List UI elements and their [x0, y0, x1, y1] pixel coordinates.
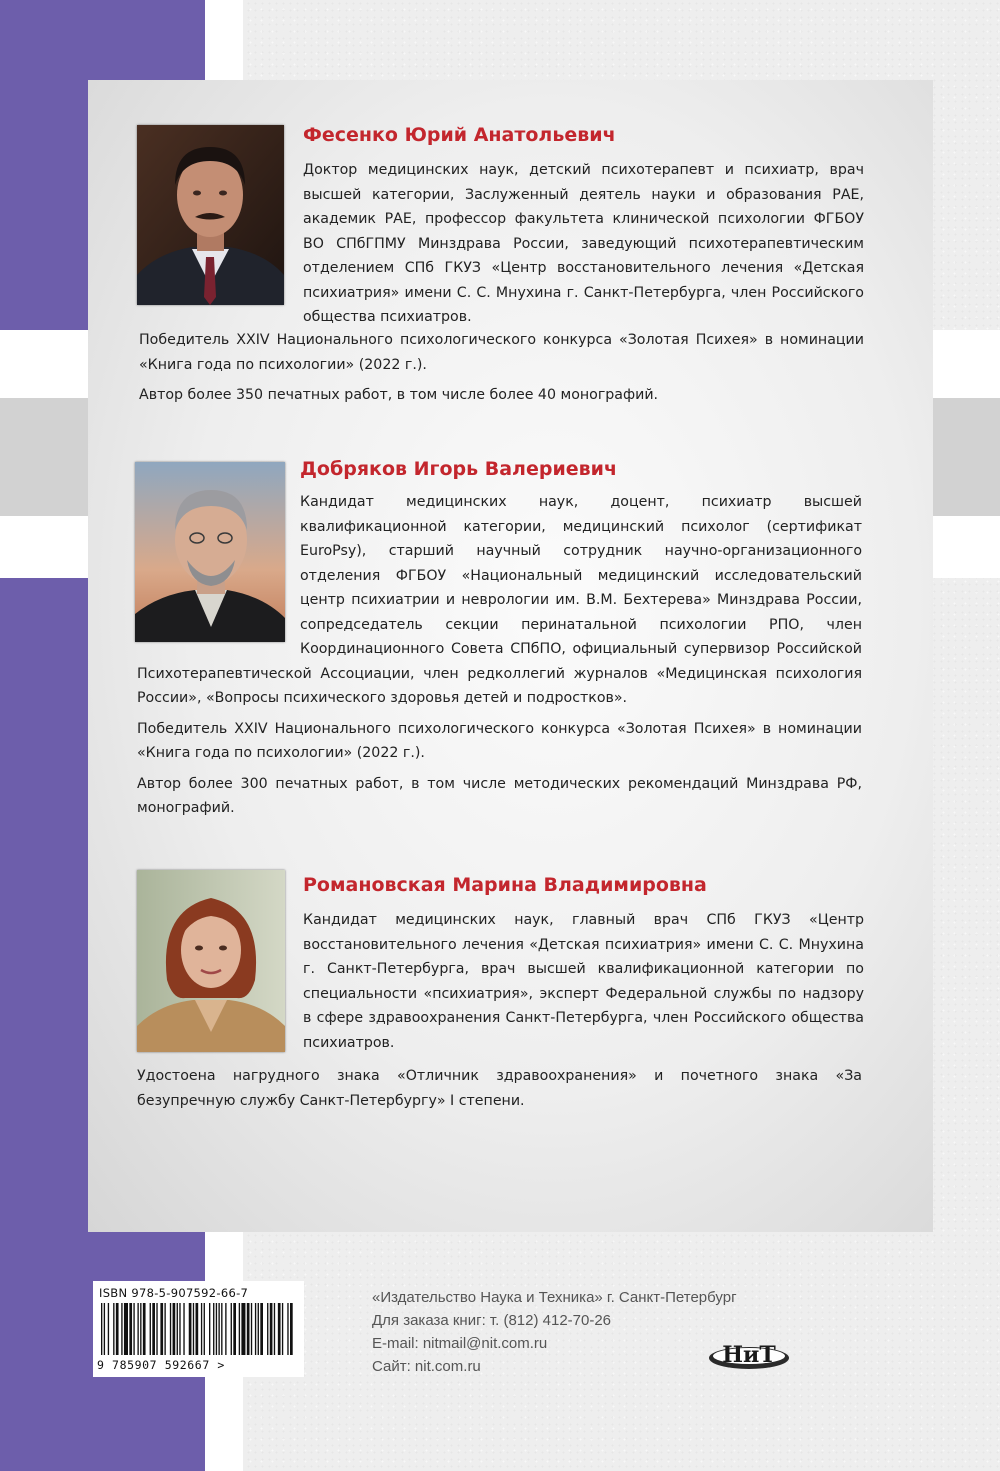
publisher-name: «Издательство Наука и Техника» г. Санкт-Петербург	[372, 1289, 737, 1306]
bio-paragraph: Автор более 350 печатных работ, в том числе более 40 монографий.	[139, 387, 659, 403]
barcode-bar	[170, 1303, 171, 1355]
barcode-bar	[218, 1303, 219, 1355]
bio-paragraph: Кандидат медицинских наук, доцент, психиатр высшей квалификационной категории, медицинский психолог (сертификат EuroPsy), старший научный сотрудник научно-организационного отделения ФГБОУ «Национальный медицинский исследовательский центр психиатрии и неврологии им. В.М. Бехтерева» Минздрава России, сопредседатель секции перинатальной психологии РПО, член Координационного Совета СПбПО, официальный супервизор Российской Психотерапевтической Ассоциации, член редколлегий журналов «Медицинская психология России», «Вопросы психического здоровья детей и подростков».	[137, 494, 862, 706]
bio-paragraph: Победитель XXIV Национального психологического конкурса «Золотая Психея» в номинации «Книга года по психологии» (2022 г.).	[137, 720, 862, 761]
barcode-bar	[255, 1303, 256, 1355]
publisher-logo	[705, 1333, 793, 1375]
barcode-bar	[183, 1303, 184, 1355]
publisher-phone: Для заказа книг: т. (812) 412-70-26	[372, 1312, 612, 1329]
portrait-man-icon	[137, 125, 284, 305]
barcode-bar	[274, 1303, 275, 1355]
barcode-bar	[287, 1303, 288, 1355]
barcode-bar	[231, 1303, 232, 1355]
barcode-bar	[129, 1303, 132, 1355]
barcode-bar	[189, 1303, 192, 1355]
publisher-info	[372, 1286, 737, 1378]
barcode-bar	[201, 1303, 202, 1355]
barcode-bar	[124, 1303, 128, 1355]
bio-paragraph: Победитель XXIV Национального психологического конкурса «Золотая Психея» в номинации «Книга года по психологии» (2022 г.).	[139, 332, 864, 373]
portrait-woman-icon	[137, 870, 285, 1052]
barcode-bar	[233, 1303, 236, 1355]
barcode-bar	[108, 1303, 109, 1355]
barcode-icon	[101, 1303, 297, 1357]
barcode-bar	[164, 1303, 165, 1355]
photo-spacer	[137, 490, 300, 660]
barcode-bar	[225, 1303, 226, 1355]
barcode-bar	[216, 1303, 217, 1355]
barcode-bar	[209, 1303, 210, 1355]
isbn-barcode	[93, 1281, 304, 1377]
barcode-bar	[156, 1303, 157, 1355]
barcode-bar	[251, 1303, 252, 1355]
publisher-email: E-mail: nitmail@nit.com.ru	[372, 1335, 548, 1352]
author-name-dobryakov: Добряков Игорь Валериевич	[300, 458, 618, 480]
bio-paragraph: Доктор медицинских наук, детский психотерапевт и психиатр, врач высшей категории, Заслуженный деятель науки и образования РАЕ, академик РАЕ, профессор факультета клинической психологии ФГБОУ ВО СПбГПМУ Минздрава России, заведующий психотерапевтическим отделением СПб ГКУЗ «Центр восстановительного лечения «Детская психиатрия» имени С. С. Мнухина г. Санкт-Петербурга, член Российского общества психиатров.	[303, 162, 864, 325]
barcode-bar	[290, 1303, 293, 1355]
author-bio-fesenko-main	[303, 158, 864, 330]
barcode-bar	[193, 1303, 194, 1355]
barcode-bar	[213, 1303, 214, 1355]
barcode-bar	[101, 1303, 102, 1355]
barcode-bar	[152, 1303, 155, 1355]
logo-text: НиТ	[722, 1342, 776, 1368]
barcode-bar	[278, 1303, 281, 1355]
barcode-bar	[137, 1303, 138, 1355]
barcode-bar	[221, 1303, 222, 1355]
barcode-bar	[140, 1303, 141, 1355]
barcode-bar	[177, 1303, 178, 1355]
author-photo-romanovskaya	[137, 870, 285, 1052]
author-name-romanovskaya: Романовская Марина Владимировна	[303, 874, 707, 896]
publisher-website: Сайт: nit.com.ru	[372, 1358, 481, 1375]
author-bio-dobryakov	[137, 490, 862, 821]
author-bio-romanovskaya-main	[303, 908, 864, 1055]
barcode-bar	[150, 1303, 151, 1355]
barcode-bar	[260, 1303, 263, 1355]
barcode-bar	[143, 1303, 146, 1355]
barcode-bar	[116, 1303, 119, 1355]
barcode-bar	[282, 1303, 283, 1355]
isbn-label: ISBN 978-5-907592-66-7	[99, 1286, 249, 1300]
barcode-bar	[258, 1303, 259, 1355]
isbn-digits: 9 785907 592667 >	[97, 1358, 225, 1372]
barcode-bar	[113, 1303, 114, 1355]
barcode-bar	[267, 1303, 268, 1355]
author-bio-romanovskaya-extra	[137, 1064, 862, 1113]
barcode-bar	[160, 1303, 163, 1355]
barcode-bar	[104, 1303, 105, 1355]
barcode-bar	[247, 1303, 250, 1355]
bio-paragraph: Кандидат медицинских наук, главный врач СПб ГКУЗ «Центр восстановительного лечения «Детская психиатрия» имени С. С. Мнухина г. Санкт-Петербурга, врач высшей квалификационной категории по специальности «психиатрия», эксперт Федеральной службы по надзору в сфере здравоохранения Санкт-Петербурга, член Российского общества психиатров.	[303, 912, 864, 1051]
barcode-bar	[204, 1303, 205, 1355]
barcode-bar	[179, 1303, 180, 1355]
barcode-bar	[239, 1303, 240, 1355]
barcode-bar	[173, 1303, 176, 1355]
barcode-bar	[121, 1303, 122, 1355]
barcode-bar	[241, 1303, 245, 1355]
author-name-fesenko: Фесенко Юрий Анатольевич	[303, 124, 616, 146]
author-bio-fesenko-extra	[139, 328, 864, 408]
barcode-bar	[196, 1303, 199, 1355]
bio-paragraph: Удостоена нагрудного знака «Отличник здравоохранения» и почетного знака «За безупречную службу Санкт-Петербургу» I степени.	[137, 1068, 862, 1109]
bio-paragraph: Автор более 300 печатных работ, в том числе методических рекомендаций Минздрава РФ, монографий.	[137, 775, 862, 816]
barcode-bar	[270, 1303, 273, 1355]
barcode-bar	[133, 1303, 134, 1355]
author-photo-fesenko	[137, 125, 284, 305]
